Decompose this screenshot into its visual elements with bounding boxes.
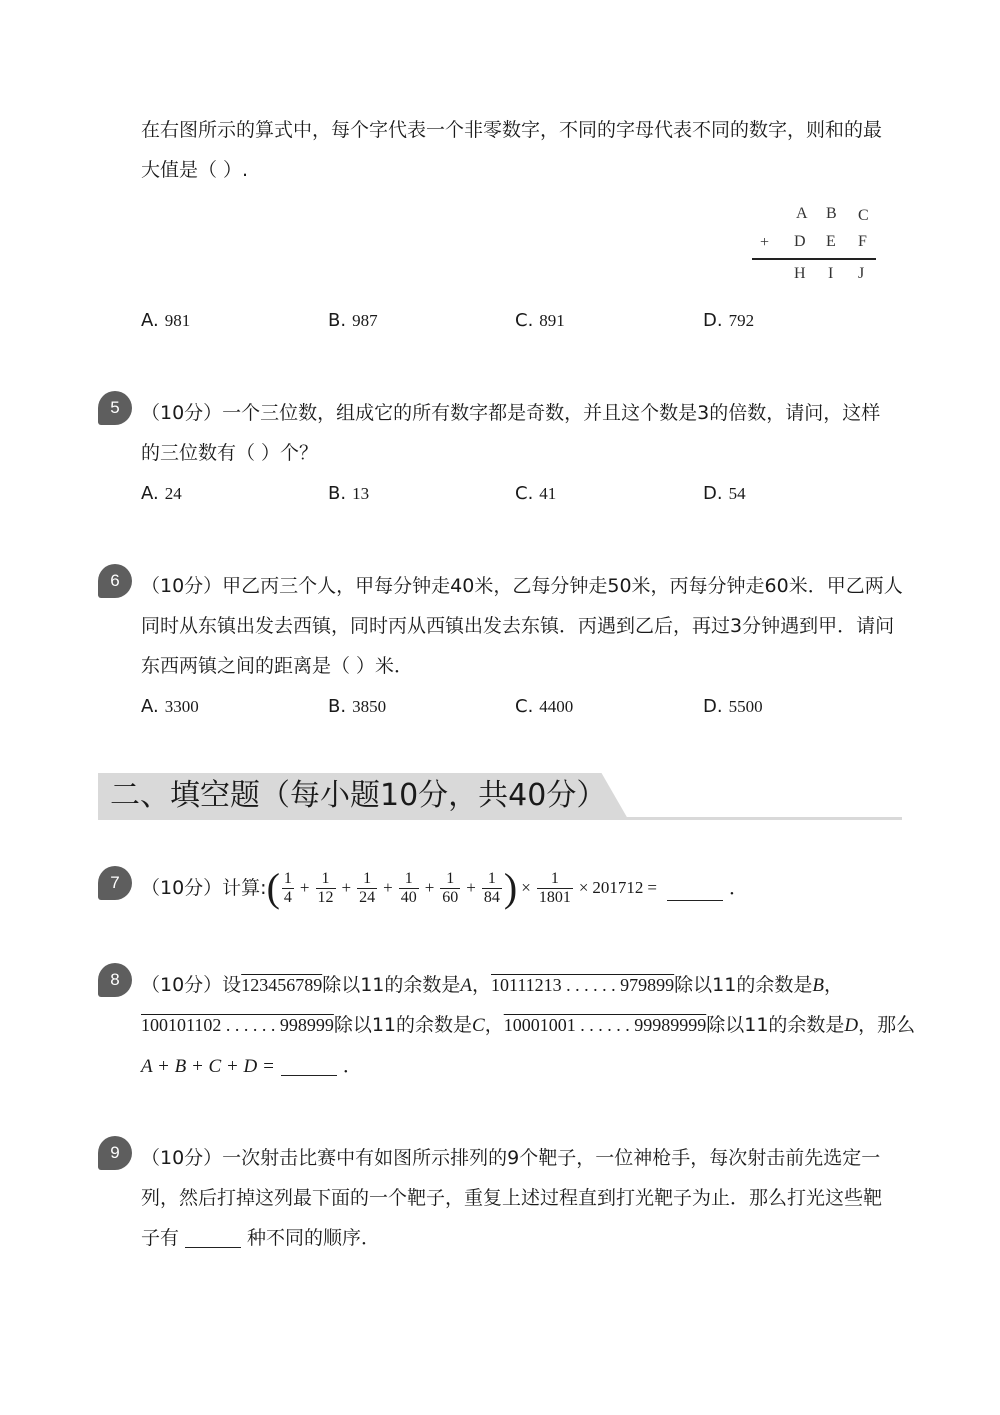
q4-text-line2: 大值是（ ）. — [141, 159, 249, 181]
question-number-badge: 6 — [98, 564, 132, 598]
q9-text-line3: 子有 种不同的顺序． — [141, 1218, 380, 1258]
equals-sign: = — [647, 878, 657, 897]
q4-option-d[interactable]: D. 792 — [703, 310, 755, 331]
q6-option-c[interactable]: C. 4400 — [515, 696, 574, 717]
arith-letter: I — [828, 265, 834, 282]
q6-option-a[interactable]: A. 3300 — [141, 696, 199, 717]
right-paren: ) — [503, 865, 518, 910]
times-sign: × — [521, 878, 531, 897]
answer-blank[interactable] — [185, 1223, 241, 1248]
question-number-badge: 9 — [98, 1136, 132, 1170]
fraction: $\frac{1}{4}$ — [283, 869, 292, 906]
q7-expression — [141, 862, 748, 914]
question-number-badge: 8 — [98, 963, 132, 997]
q6-option-b[interactable]: B. 3850 — [328, 696, 387, 717]
q8-expression: A + B + C + D = — [141, 1056, 275, 1077]
question-number-badge: 7 — [98, 866, 132, 900]
q6-option-d[interactable]: D. 5500 — [703, 696, 763, 717]
arith-letter: C — [858, 207, 869, 224]
left-paren: ( — [266, 865, 280, 910]
arith-letter: E — [826, 233, 836, 250]
answer-blank[interactable] — [667, 876, 723, 901]
number-overline: 100101102 . . . . . . 998999 — [141, 1015, 334, 1035]
plus-sign: + — [383, 878, 393, 897]
q8-text-line2: 100101102 . . . . . . 998999除以11的余数是C，10001001 . . . . . . 99989999除以11的余数是D，那么 — [141, 1014, 916, 1036]
arith-letter: A — [796, 205, 808, 222]
section-title: 二、填空题（每小题10分，共40分） — [110, 778, 607, 813]
q4-text-line1: 在右图所示的算式中，每个字代表一个非零数字，不同的字母代表不同的数字，则和的最 — [141, 119, 883, 141]
q9-text-line1: （10分）一次射击比赛中有如图所示排列的9个靶子，一位神枪手，每次射击前先选定一 — [141, 1147, 881, 1169]
answer-blank[interactable] — [281, 1051, 337, 1076]
q4-option-a[interactable]: A. 981 — [141, 310, 191, 331]
q4-option-c[interactable]: C. 891 — [515, 310, 565, 331]
q4-option-b[interactable]: B. 987 — [328, 310, 378, 331]
q9-text-line2: 列，然后打掉这列最下面的一个靶子，重复上述过程直到打光靶子为止．那么打光这些靶 — [141, 1187, 883, 1209]
q8-text-line3: A + B + C + D = ． — [141, 1046, 362, 1087]
arith-letter: B — [826, 205, 837, 222]
q6-text-line2: 同时从东镇出发去西镇，同时丙从西镇出发去东镇．丙遇到乙后，再过3分钟遇到甲．请问 — [141, 615, 895, 637]
fraction: $\frac{1}{84}$ — [483, 869, 500, 906]
plus-sign: + — [341, 878, 352, 897]
plus-sign: + — [299, 878, 310, 897]
fraction: $\frac{1}{40}$ — [400, 869, 417, 906]
number-overline: 10001001 . . . . . . 99989999 — [503, 1015, 707, 1035]
q5-text-line2: 的三位数有（ ）个？ — [141, 442, 319, 464]
arith-letter: H — [794, 265, 806, 282]
arithmetic-figure — [750, 200, 880, 290]
arith-sum-line — [752, 258, 876, 260]
arith-letter: D — [794, 233, 806, 250]
q7-prefix: （10分）计算: — [141, 877, 267, 899]
q8-text-line1: （10分）设123456789除以11的余数是A，10111213 . . . . . . 979899除以11的余数是B， — [141, 974, 843, 996]
q5-option-c[interactable]: C. 41 — [515, 483, 557, 504]
question-number-badge: 5 — [98, 391, 132, 425]
times-sign: × — [578, 878, 589, 897]
q7-end: ． — [729, 877, 749, 899]
arith-letter: F — [858, 233, 867, 250]
arith-letter: J — [858, 265, 865, 282]
q5-text-line1: （10分）一个三位数，组成它的所有数字都是奇数，并且这个数是3的倍数，请问，这样 — [141, 402, 881, 424]
q5-option-a[interactable]: A. 24 — [141, 483, 182, 504]
plus-sign: + — [466, 878, 476, 897]
number-overline: 123456789 — [241, 975, 323, 995]
arith-plus-sign: + — [760, 234, 770, 251]
fraction: $\frac{1}{60}$ — [442, 869, 459, 906]
number-overline: 10111213 . . . . . . 979899 — [491, 975, 675, 995]
q6-text-line1: （10分）甲乙丙三个人，甲每分钟走40米，乙每分钟走50米，丙每分钟走60米．甲乙两人 — [141, 575, 903, 597]
fraction: $\frac{1}{1801}$ — [538, 869, 571, 906]
q5-option-d[interactable]: D. 54 — [703, 483, 746, 504]
plus-sign: + — [424, 878, 435, 897]
fraction: $\frac{1}{24}$ — [359, 869, 376, 906]
q6-text-line3: 东西两镇之间的距离是（ ）米． — [141, 655, 414, 677]
fraction: $\frac{1}{12}$ — [317, 869, 334, 906]
q5-option-b[interactable]: B. 13 — [328, 483, 370, 504]
multiplier: 201712 — [592, 878, 644, 897]
